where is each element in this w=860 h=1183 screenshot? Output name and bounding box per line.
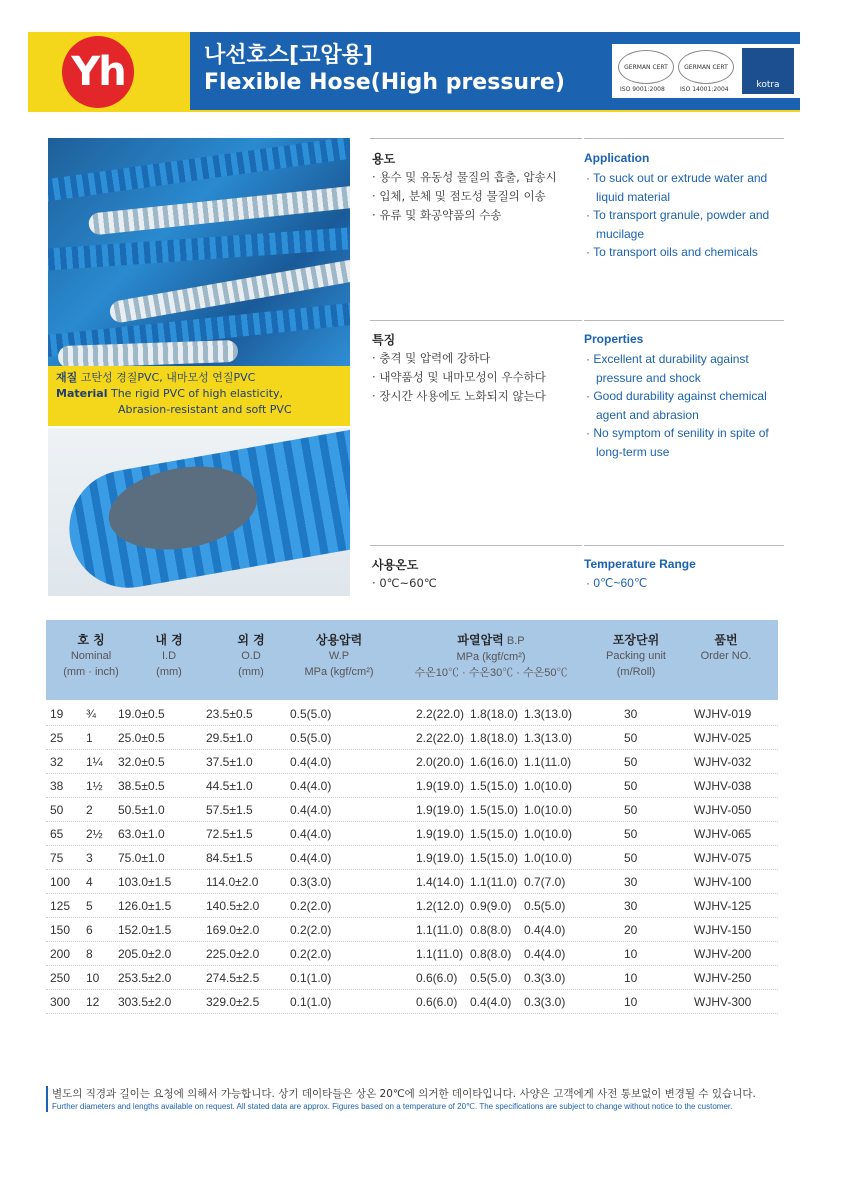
table-row [46, 846, 778, 870]
table-row [46, 822, 778, 846]
cell-bp50: 1.3(13.0) [524, 731, 573, 745]
list-item: · 용수 및 유동성 물질의 흡출, 압송시 [372, 168, 584, 187]
cell-inch: 4 [86, 875, 93, 889]
cell-mm: 300 [50, 995, 71, 1009]
cell-bp10: 1.9(19.0) [416, 851, 465, 865]
cell-bp30: 1.1(11.0) [470, 875, 518, 889]
cell-id: 50.5±1.0 [118, 803, 165, 817]
divider-properties-ko [370, 320, 582, 321]
divider-application-en [584, 138, 784, 139]
cell-wp: 0.3(3.0) [290, 875, 332, 889]
cell-bp10: 2.2(22.0) [416, 731, 465, 745]
cell-id: 126.0±1.5 [118, 899, 172, 913]
table-row [46, 918, 778, 942]
list-item: · To suck out or extrude water and liquid material [586, 169, 782, 206]
cell-order: WJHV-032 [694, 755, 752, 769]
cell-pack: 50 [624, 851, 638, 865]
cell-order: WJHV-065 [694, 827, 752, 841]
properties-title-en: Properties [584, 332, 644, 346]
cell-order: WJHV-025 [694, 731, 752, 745]
list-item: · Excellent at durability against pressure and shock [586, 350, 782, 387]
table-row [46, 726, 778, 750]
cell-order: WJHV-250 [694, 971, 752, 985]
cell-wp: 0.4(4.0) [290, 779, 332, 793]
table-row [46, 894, 778, 918]
cell-pack: 30 [624, 875, 638, 889]
cell-bp10: 0.6(6.0) [416, 971, 458, 985]
cell-od: 29.5±1.0 [206, 731, 253, 745]
header-od: 외 경 O.D (mm) [237, 633, 265, 678]
spec-table-header [46, 620, 778, 700]
material-label-en: Material [56, 387, 108, 400]
title-english: Flexible Hose(High pressure) [204, 70, 565, 95]
cell-id: 103.0±1.5 [118, 875, 172, 889]
cell-mm: 65 [50, 827, 64, 841]
cell-bp10: 2.0(20.0) [416, 755, 465, 769]
cell-bp30: 1.6(16.0) [470, 755, 519, 769]
cell-id: 25.0±0.5 [118, 731, 165, 745]
list-item: · To transport granule, powder and mucilage [586, 206, 782, 243]
table-row [46, 942, 778, 966]
cell-pack: 20 [624, 923, 638, 937]
temperature-title-ko: 사용온도 [372, 558, 419, 572]
cell-pack: 30 [624, 899, 638, 913]
product-photo-coils [48, 138, 350, 366]
cell-order: WJHV-200 [694, 947, 752, 961]
cell-bp50: 1.0(10.0) [524, 827, 573, 841]
cell-bp50: 1.0(10.0) [524, 851, 573, 865]
cell-order: WJHV-100 [694, 875, 752, 889]
cell-id: 253.5±2.0 [118, 971, 172, 985]
material-label-ko: 재질 [56, 371, 78, 384]
cell-wp: 0.1(1.0) [290, 971, 332, 985]
divider-properties-en [584, 320, 784, 321]
temperature-value-en: · 0℃~60℃ [586, 574, 650, 593]
list-item: · To transport oils and chemicals [586, 243, 782, 262]
material-text-en-2: Abrasion-resistant and soft PVC [118, 403, 292, 416]
cell-order: WJHV-300 [694, 995, 752, 1009]
cell-od: 23.5±0.5 [206, 707, 253, 721]
cell-inch: 1½ [86, 779, 103, 793]
list-item: · 유류 및 화공약품의 수송 [372, 206, 584, 225]
cell-bp30: 1.5(15.0) [470, 827, 519, 841]
cell-inch: 1¼ [86, 755, 103, 769]
cell-bp30: 0.8(8.0) [470, 947, 512, 961]
cell-inch: 6 [86, 923, 93, 937]
cell-bp10: 1.9(19.0) [416, 779, 465, 793]
cell-mm: 75 [50, 851, 64, 865]
cell-inch: 1 [86, 731, 93, 745]
cell-wp: 0.4(4.0) [290, 851, 332, 865]
cell-bp10: 1.2(12.0) [416, 899, 465, 913]
footer-accent-bar [46, 1086, 48, 1112]
title-korean: 나선호스[고압용] [204, 43, 373, 68]
cell-bp50: 0.5(5.0) [524, 899, 566, 913]
cell-wp: 0.4(4.0) [290, 755, 332, 769]
company-logo: Yh [62, 36, 134, 108]
cell-bp30: 0.8(8.0) [470, 923, 512, 937]
footer-note-ko: 별도의 직경과 길이는 요청에 의해서 가능합니다. 상기 데이타들은 상온 20℃에 의거한 데이타입니다. 사양은 고객에게 사전 통보없이 변경될 수 있습니다. [52, 1088, 756, 1100]
cell-bp50: 0.7(7.0) [524, 875, 566, 889]
list-item: · 충격 및 압력에 강하다 [372, 349, 584, 368]
header-order: 품번 Order NO. [700, 633, 752, 662]
application-title-ko: 용도 [372, 152, 396, 166]
cell-wp: 0.4(4.0) [290, 827, 332, 841]
temperature-list-ko [372, 574, 437, 593]
cell-inch: 2½ [86, 827, 103, 841]
cell-bp50: 0.3(3.0) [524, 995, 566, 1009]
cell-id: 32.0±0.5 [118, 755, 165, 769]
cell-od: 114.0±2.0 [206, 875, 259, 889]
cell-od: 44.5±1.0 [206, 779, 253, 793]
cell-id: 38.5±0.5 [118, 779, 165, 793]
divider-temperature-en [584, 545, 784, 546]
cell-inch: 3 [86, 851, 93, 865]
cell-order: WJHV-038 [694, 779, 752, 793]
header-bp: 파열압력 B.P MPa (kgf/cm²) 수온10℃ · 수온30℃ · 수온50℃ [414, 633, 568, 679]
cell-pack: 30 [624, 707, 638, 721]
cell-bp30: 1.5(15.0) [470, 851, 519, 865]
cell-mm: 125 [50, 899, 71, 913]
cell-order: WJHV-019 [694, 707, 752, 721]
cell-mm: 150 [50, 923, 71, 937]
cell-bp30: 0.5(5.0) [470, 971, 512, 985]
cell-pack: 10 [624, 947, 638, 961]
cell-id: 19.0±0.5 [118, 707, 165, 721]
header-id: 내 경 I.D (mm) [155, 633, 183, 678]
cell-bp50: 1.3(13.0) [524, 707, 573, 721]
properties-list-en [586, 350, 782, 461]
cell-mm: 25 [50, 731, 64, 745]
temperature-list-en [586, 574, 650, 593]
cell-wp: 0.2(2.0) [290, 947, 332, 961]
cell-mm: 38 [50, 779, 64, 793]
divider-temperature-ko [370, 545, 582, 546]
cell-wp: 0.5(5.0) [290, 707, 332, 721]
properties-list-ko [372, 349, 584, 406]
table-row [46, 750, 778, 774]
list-item: · Good durability against chemical agent and abrasion [586, 387, 782, 424]
cell-inch: 8 [86, 947, 93, 961]
cell-mm: 100 [50, 875, 71, 889]
cell-order: WJHV-125 [694, 899, 752, 913]
cell-pack: 50 [624, 779, 638, 793]
cell-bp10: 1.1(11.0) [416, 923, 464, 937]
cell-od: 72.5±1.5 [206, 827, 253, 841]
cell-id: 63.0±1.0 [118, 827, 165, 841]
cell-wp: 0.5(5.0) [290, 731, 332, 745]
table-row [46, 798, 778, 822]
cell-bp30: 0.4(4.0) [470, 995, 512, 1009]
footer-note-en: Further diameters and lengths available on request. All stated data are approx. Figures based on a temperature of 20℃. The specifications are subject to change without notice to the customer. [52, 1102, 733, 1111]
cell-od: 225.0±2.0 [206, 947, 260, 961]
table-row [46, 990, 778, 1014]
cell-bp50: 0.3(3.0) [524, 971, 566, 985]
cell-bp30: 1.8(18.0) [470, 731, 519, 745]
cell-od: 169.0±2.0 [206, 923, 260, 937]
cell-wp: 0.2(2.0) [290, 923, 332, 937]
cell-bp50: 1.0(10.0) [524, 803, 573, 817]
certification-badges [612, 44, 800, 98]
table-row [46, 966, 778, 990]
divider-application-ko [370, 138, 582, 139]
cell-id: 75.0±1.0 [118, 851, 165, 865]
cell-od: 274.5±2.5 [206, 971, 260, 985]
list-item: · No symptom of senility in spite of long-term use [586, 424, 782, 461]
cell-order: WJHV-075 [694, 851, 752, 865]
cell-od: 37.5±1.0 [206, 755, 253, 769]
cell-inch: 2 [86, 803, 93, 817]
cell-od: 329.0±2.5 [206, 995, 260, 1009]
cell-wp: 0.2(2.0) [290, 899, 332, 913]
iso-14001-label: ISO 14001:2004 [680, 86, 729, 93]
cell-pack: 50 [624, 803, 638, 817]
list-item: · 장시간 사용에도 노화되지 않는다 [372, 387, 584, 406]
cell-inch: 12 [86, 995, 100, 1009]
german-cert-seal-1: GERMAN CERT [618, 50, 674, 84]
cell-mm: 19 [50, 707, 64, 721]
cell-bp10: 1.4(14.0) [416, 875, 465, 889]
german-cert-seal-2: GERMAN CERT [678, 50, 734, 84]
cell-mm: 200 [50, 947, 71, 961]
cell-pack: 50 [624, 827, 638, 841]
application-list-en [586, 169, 782, 262]
material-caption [48, 366, 350, 426]
cell-id: 303.5±2.0 [118, 995, 172, 1009]
cell-bp10: 1.9(19.0) [416, 827, 465, 841]
cell-bp30: 1.8(18.0) [470, 707, 519, 721]
cell-bp10: 1.1(11.0) [416, 947, 464, 961]
cell-wp: 0.4(4.0) [290, 803, 332, 817]
material-text-en-1: The rigid PVC of high elasticity, [110, 387, 284, 400]
cell-od: 57.5±1.5 [206, 803, 253, 817]
list-item: · 입체, 분체 및 점도성 물질의 이송 [372, 187, 584, 206]
iso-9001-label: ISO 9001:2008 [620, 86, 665, 93]
properties-title-ko: 특징 [372, 333, 396, 347]
cell-bp30: 1.5(15.0) [470, 803, 519, 817]
cell-order: WJHV-050 [694, 803, 752, 817]
cell-bp10: 2.2(22.0) [416, 707, 465, 721]
header-nominal: 호 칭 Nominal (mm · inch) [63, 633, 119, 678]
cell-bp10: 1.9(19.0) [416, 803, 465, 817]
cell-pack: 50 [624, 731, 638, 745]
cell-inch: ¾ [86, 707, 97, 721]
cell-order: WJHV-150 [694, 923, 752, 937]
header-packing: 포장단위 Packing unit (m/Roll) [606, 633, 666, 678]
cell-bp30: 0.9(9.0) [470, 899, 512, 913]
cell-bp10: 0.6(6.0) [416, 995, 458, 1009]
kotra-logo: kotra [742, 48, 794, 94]
cell-od: 84.5±1.5 [206, 851, 253, 865]
cell-wp: 0.1(1.0) [290, 995, 332, 1009]
table-row [46, 774, 778, 798]
cell-od: 140.5±2.0 [206, 899, 260, 913]
cell-pack: 50 [624, 755, 638, 769]
table-row [46, 870, 778, 894]
cell-pack: 10 [624, 971, 638, 985]
cell-inch: 5 [86, 899, 93, 913]
cell-mm: 32 [50, 755, 64, 769]
cell-bp50: 0.4(4.0) [524, 923, 566, 937]
product-photo-hose-end [48, 428, 350, 596]
header-wp: 상용압력 W.P MPa (kgf/cm²) [304, 633, 374, 678]
cell-mm: 250 [50, 971, 71, 985]
cell-inch: 10 [86, 971, 100, 985]
temperature-value-ko: · 0℃~60℃ [372, 574, 437, 593]
table-row [46, 702, 778, 726]
application-title-en: Application [584, 151, 650, 165]
cell-mm: 50 [50, 803, 64, 817]
material-text-ko: 고탄성 경질PVC, 내마모성 연질PVC [80, 371, 256, 384]
list-item: · 내약품성 및 내마모성이 우수하다 [372, 368, 584, 387]
application-list-ko [372, 168, 584, 225]
cell-bp50: 0.4(4.0) [524, 947, 566, 961]
cell-bp50: 1.1(11.0) [524, 755, 572, 769]
cell-id: 205.0±2.0 [118, 947, 172, 961]
cell-bp50: 1.0(10.0) [524, 779, 573, 793]
cell-pack: 10 [624, 995, 638, 1009]
temperature-title-en: Temperature Range [584, 557, 696, 571]
cell-bp30: 1.5(15.0) [470, 779, 519, 793]
header-banner [28, 32, 800, 112]
cell-id: 152.0±1.5 [118, 923, 172, 937]
